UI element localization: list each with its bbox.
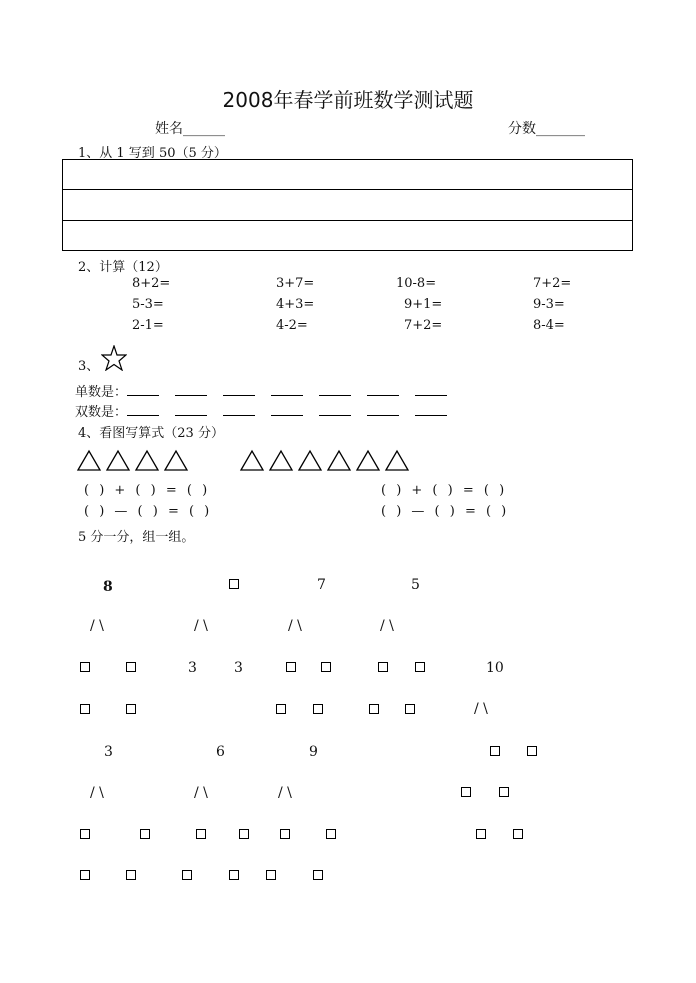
answer-box[interactable] — [321, 662, 331, 672]
triangle-icon — [270, 451, 292, 470]
answer-blank[interactable] — [127, 383, 159, 396]
answer-box[interactable] — [80, 662, 90, 672]
split-lines: / \ — [278, 785, 292, 801]
bond-number: 3 — [188, 660, 197, 676]
answer-box[interactable] — [405, 704, 415, 714]
bond-number: 7 — [317, 577, 326, 593]
answer-box[interactable] — [126, 704, 136, 714]
split-lines: / \ — [90, 785, 104, 801]
calc-item: 9+1= — [404, 297, 443, 312]
answer-box[interactable] — [280, 829, 290, 839]
answer-box[interactable] — [239, 829, 249, 839]
equation-add-left[interactable]: ( ) + ( ) = ( ) — [84, 483, 208, 498]
answer-box[interactable] — [80, 829, 90, 839]
calc-item: 3+7= — [276, 276, 315, 291]
answer-blank[interactable] — [367, 383, 399, 396]
calc-item: 4+3= — [276, 297, 315, 312]
equation-sub-right[interactable]: ( ) — ( ) = ( ) — [381, 504, 507, 519]
calc-item: 4-2= — [276, 318, 308, 333]
bond-number: 3 — [104, 744, 113, 760]
answer-box[interactable] — [126, 662, 136, 672]
answer-blank[interactable] — [271, 403, 303, 416]
split-lines: / \ — [474, 701, 488, 717]
question-4-label: 4、看图写算式（23 分） — [78, 426, 224, 441]
answer-box[interactable] — [490, 746, 500, 756]
question-3-label: 3、 — [78, 359, 100, 374]
triangle-icon — [78, 451, 100, 470]
question-2-label: 2、计算（12） — [78, 260, 168, 275]
triangle-icon — [107, 451, 129, 470]
answer-box[interactable] — [513, 829, 523, 839]
bond-number: 10 — [486, 660, 504, 676]
answer-box[interactable] — [369, 704, 379, 714]
page-title: 2008年春学前班数学测试题 — [222, 88, 474, 112]
score-field-label: 分数_______ — [508, 121, 585, 137]
answer-blank[interactable] — [175, 403, 207, 416]
calc-item: 7+2= — [404, 318, 443, 333]
triangle-group-right — [239, 449, 413, 471]
triangle-group-left — [76, 449, 192, 471]
answer-box[interactable] — [286, 662, 296, 672]
answer-box[interactable] — [140, 829, 150, 839]
answer-box[interactable] — [461, 787, 471, 797]
equation-add-right[interactable]: ( ) + ( ) = ( ) — [381, 483, 505, 498]
answer-box[interactable] — [313, 704, 323, 714]
answer-blank[interactable] — [319, 403, 351, 416]
answer-box[interactable] — [476, 829, 486, 839]
writing-box[interactable] — [62, 159, 633, 251]
answer-blank[interactable] — [319, 383, 351, 396]
split-lines: / \ — [288, 618, 302, 634]
answer-blank[interactable] — [271, 383, 303, 396]
answer-blank[interactable] — [175, 383, 207, 396]
calc-item: 8+2= — [132, 276, 171, 291]
answer-box[interactable] — [126, 870, 136, 880]
answer-box[interactable] — [326, 829, 336, 839]
writing-row-divider — [63, 189, 632, 190]
answer-box[interactable] — [80, 704, 90, 714]
answer-box[interactable] — [182, 870, 192, 880]
calc-item: 8-4= — [533, 318, 565, 333]
answer-box[interactable] — [266, 870, 276, 880]
writing-row-divider — [63, 220, 632, 221]
triangle-icon — [328, 451, 350, 470]
triangle-icon — [299, 451, 321, 470]
calc-item: 10-8= — [396, 276, 437, 291]
question-5-label: 5 分一分，组一组。 — [78, 530, 195, 545]
split-lines: / \ — [90, 618, 104, 634]
triangle-icon — [165, 451, 187, 470]
answer-box[interactable] — [229, 579, 239, 589]
answer-box[interactable] — [378, 662, 388, 672]
calc-item: 9-3= — [533, 297, 565, 312]
odd-numbers-row — [75, 381, 463, 400]
split-lines: / \ — [194, 785, 208, 801]
triangle-icon — [136, 451, 158, 470]
answer-box[interactable] — [80, 870, 90, 880]
triangle-icon — [357, 451, 379, 470]
answer-box[interactable] — [276, 704, 286, 714]
bond-number: 6 — [216, 744, 225, 760]
equation-sub-left[interactable]: ( ) — ( ) = ( ) — [84, 504, 210, 519]
even-numbers-row — [75, 401, 463, 420]
answer-blank[interactable] — [415, 383, 447, 396]
answer-box[interactable] — [499, 787, 509, 797]
split-lines: / \ — [380, 618, 394, 634]
question-1-label: 1、从 1 写到 50（5 分） — [78, 146, 227, 161]
answer-blank[interactable] — [223, 383, 255, 396]
calc-item: 2-1= — [132, 318, 164, 333]
answer-box[interactable] — [229, 870, 239, 880]
even-numbers-label: 双数是： — [75, 405, 128, 420]
answer-box[interactable] — [196, 829, 206, 839]
calc-item: 7+2= — [533, 276, 572, 291]
answer-blank[interactable] — [415, 403, 447, 416]
triangle-icon — [241, 451, 263, 470]
star-outline-icon — [101, 345, 127, 371]
bond-number: 3 — [234, 660, 243, 676]
bond-number: 8 — [103, 579, 113, 595]
answer-blank[interactable] — [367, 403, 399, 416]
calc-item: 5-3= — [132, 297, 164, 312]
answer-box[interactable] — [313, 870, 323, 880]
answer-blank[interactable] — [223, 403, 255, 416]
answer-box[interactable] — [527, 746, 537, 756]
triangle-icon — [386, 451, 408, 470]
bond-number: 9 — [309, 744, 318, 760]
answer-box[interactable] — [415, 662, 425, 672]
answer-blank[interactable] — [127, 403, 159, 416]
odd-numbers-label: 单数是： — [75, 385, 128, 400]
name-field-label: 姓名______ — [155, 121, 225, 137]
bond-number: 5 — [411, 577, 420, 593]
split-lines: / \ — [194, 618, 208, 634]
